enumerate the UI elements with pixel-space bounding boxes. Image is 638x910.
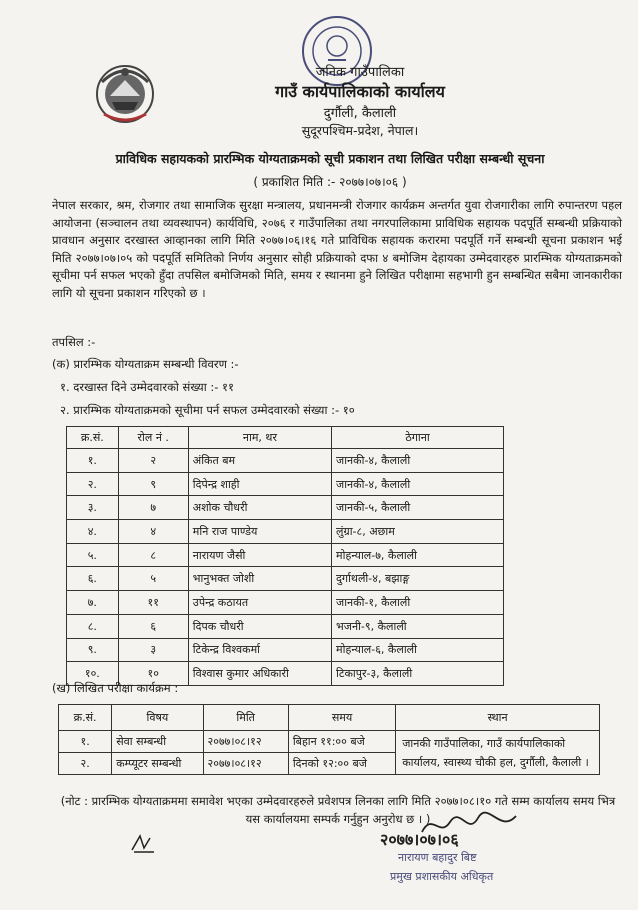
serial-cell: ३. [67, 496, 119, 520]
roll-cell: ११ [118, 591, 188, 615]
serial-cell: ५. [67, 543, 119, 567]
time-cell: दिनको १२:०० बजे [288, 753, 395, 775]
roll-cell: १० [118, 662, 188, 686]
office-place: दुर्गौली, कैलाली [323, 106, 397, 121]
name-cell: अंकित बम [188, 449, 331, 473]
address-cell: भजनी-९, कैलाली [332, 614, 504, 638]
table-row [67, 472, 504, 496]
subject-cell: कम्प्यूटर सम्बन्धी [112, 753, 203, 775]
serial-cell: १. [67, 449, 119, 473]
name-cell: अशोक चौधरी [188, 496, 331, 520]
municipality-name: जनिक गाउँपालिका [315, 65, 405, 80]
exam-schedule-table [58, 704, 600, 775]
signature-date: २०७७।०७।०६ [380, 830, 459, 849]
shortlist-count: २. प्रारम्भिक योग्यताक्रमको सूचीमा पर्न सफल उम्मेदवारको संख्या :- १० [60, 403, 355, 417]
serial-cell: ८. [67, 614, 119, 638]
table-row [67, 614, 504, 638]
address-cell: मोहन्याल-७, कैलाली [332, 543, 504, 567]
name-cell: मनि राज पाण्डेय [188, 520, 331, 544]
signatory-title: प्रमुख प्रशासकीय अधिकृत [390, 870, 494, 883]
time-cell: बिहान ११:०० बजे [288, 731, 395, 753]
signatory-name: नारायण बहादुर बिष्ट [398, 851, 477, 864]
applicant-count: १. दरखास्त दिने उम्मेदवारको संख्या :- ११ [60, 380, 235, 394]
table-header-row [67, 427, 504, 449]
section-b-heading: (ख) लिखित परीक्षा कार्यक्रम : [52, 681, 179, 695]
serial-cell: १. [59, 731, 112, 753]
name-cell: उपेन्द्र कठायत [188, 591, 331, 615]
roll-cell: ५ [118, 567, 188, 591]
province-line: सुदूरपश्चिम-प्रदेश, नेपाल। [301, 123, 419, 138]
tapasil-label: तपसिल :- [52, 335, 96, 349]
roll-cell: २ [118, 449, 188, 473]
shortlist-table [66, 426, 504, 686]
address-cell: मोहन्याल-६, कैलाली [332, 638, 504, 662]
roll-cell: ९ [118, 472, 188, 496]
date-cell: २०७७।०८।१२ [203, 731, 288, 753]
roll-cell: ४ [118, 520, 188, 544]
column-header: नाम, थर [188, 427, 331, 449]
roll-cell: ६ [118, 614, 188, 638]
column-header: विषय [112, 705, 203, 731]
serial-cell: ४. [67, 520, 119, 544]
date-cell: २०७७।०८।१२ [203, 753, 288, 775]
serial-cell: ७. [67, 591, 119, 615]
column-header: ठेगाना [332, 427, 504, 449]
table-header-row [59, 705, 600, 731]
address-cell: टिकापुर-३, कैलाली [332, 662, 504, 686]
serial-cell: २. [67, 472, 119, 496]
roll-cell: ८ [118, 543, 188, 567]
column-header: समय [288, 705, 395, 731]
serial-cell: ६. [67, 567, 119, 591]
table-row [59, 731, 600, 753]
body-paragraph: नेपाल सरकार, श्रम, रोजगार तथा सामाजिक सुरक्षा मन्त्रालय, प्रधानमन्त्री रोजगार कार्यक्रम अन्तर्गत युवा रोजगारीका लागि रुपान्तरण पहल आयोजना (सञ्चालन तथा व्यवस्थापन) कार्यविधि, २०७६ र गाउँपालिका तथा नगरपालिकामा प्राविधिक सहायक पदपूर्ति सम्बन्धी प्रक्रियाको प्रावधान अनुसार दरखास्त आव्हानका लागि मिति २०७७।०६।१६ गते प्राविधिक सहायक करारमा पदपूर्ति गर्ने सम्बन्धी सूचना प्रकाशन भई मिति २०७७।०७।०५ को पदपूर्ति समितिको निर्णय अनुसार सोही प्रक्रियाको दफा ४ बमोजिम देहायका उम्मेदवारहरु प्रारम्भिक योग्यताक्रमको सूचीमा पर्न सफल भएको हुँदा तपसिल बमोजिमको मिति, समय र स्थानमा हुने लिखित परीक्षामा सहभागी हुन सम्बन्धित सबैमा जानकारीका लागि यो सूचना प्रकाशन गरिएको छ । [52, 198, 622, 300]
table-row [67, 449, 504, 473]
address-cell: लुंग्रा-८, अछाम [332, 520, 504, 544]
address-cell: दुर्गाथली-४, बझाङ्ग [332, 567, 504, 591]
table-row [67, 638, 504, 662]
office-name: गाउँ कार्यपालिकाको कार्यालय [275, 82, 445, 101]
name-cell: दिपेन्द्र शाही [188, 472, 331, 496]
column-header: क्र.सं. [59, 705, 112, 731]
column-header: स्थान [396, 705, 600, 731]
table-row [67, 496, 504, 520]
table-row [67, 520, 504, 544]
address-cell: जानकी-५, कैलाली [332, 496, 504, 520]
address-cell: जानकी-१, कैलाली [332, 591, 504, 615]
table-row [67, 567, 504, 591]
serial-cell: १०. [67, 662, 119, 686]
name-cell: नारायण जैसी [188, 543, 331, 567]
column-header: मिति [203, 705, 288, 731]
section-a-heading: (क) प्रारम्भिक योग्यताक्रम सम्बन्धी विवरण :- [52, 357, 239, 371]
address-cell: जानकी-४, कैलाली [332, 449, 504, 473]
name-cell: दिपक चौधरी [188, 614, 331, 638]
subject-cell: सेवा सम्बन्धी [112, 731, 203, 753]
serial-cell: ९. [67, 638, 119, 662]
roll-cell: ७ [118, 496, 188, 520]
table-row [67, 543, 504, 567]
name-cell: विश्वास कुमार अधिकारी [188, 662, 331, 686]
serial-cell: २. [59, 753, 112, 775]
table-row [67, 591, 504, 615]
name-cell: टिकेन्द्र विश्वकर्मा [188, 638, 331, 662]
notice-title: प्राविधिक सहायकको प्रारम्भिक योग्यताक्रमको सूची प्रकाशन तथा लिखित परीक्षा सम्बन्धी सूचना [115, 151, 545, 166]
note-text: (नोट : प्रारम्भिक योग्यताक्रममा समावेश भएका उम्मेदवारहरुले प्रवेशपत्र लिनका लागि मिति २०७७।०८।१० गते सम्म कार्यालय समय भित्र यस कार्यालयमा सम्पर्क गर्नुहुन अनुरोध छ । ) [60, 794, 616, 826]
column-header: क्र.सं. [67, 427, 119, 449]
published-date: ( प्रकाशित मिति :- २०७७।०७।०६ ) [253, 175, 407, 189]
roll-cell: ३ [118, 638, 188, 662]
nepal-emblem-icon [92, 62, 158, 126]
initials-mark-icon [128, 832, 158, 854]
name-cell: भानुभक्त जोशी [188, 567, 331, 591]
column-header: रोल नं . [118, 427, 188, 449]
venue-cell: जानकी गाउँपालिका, गाउँ कार्यपालिकाको कार्यालय, स्वास्थ्य चौकी हल, दुर्गौली, कैलाली । [396, 731, 600, 775]
address-cell: जानकी-४, कैलाली [332, 472, 504, 496]
